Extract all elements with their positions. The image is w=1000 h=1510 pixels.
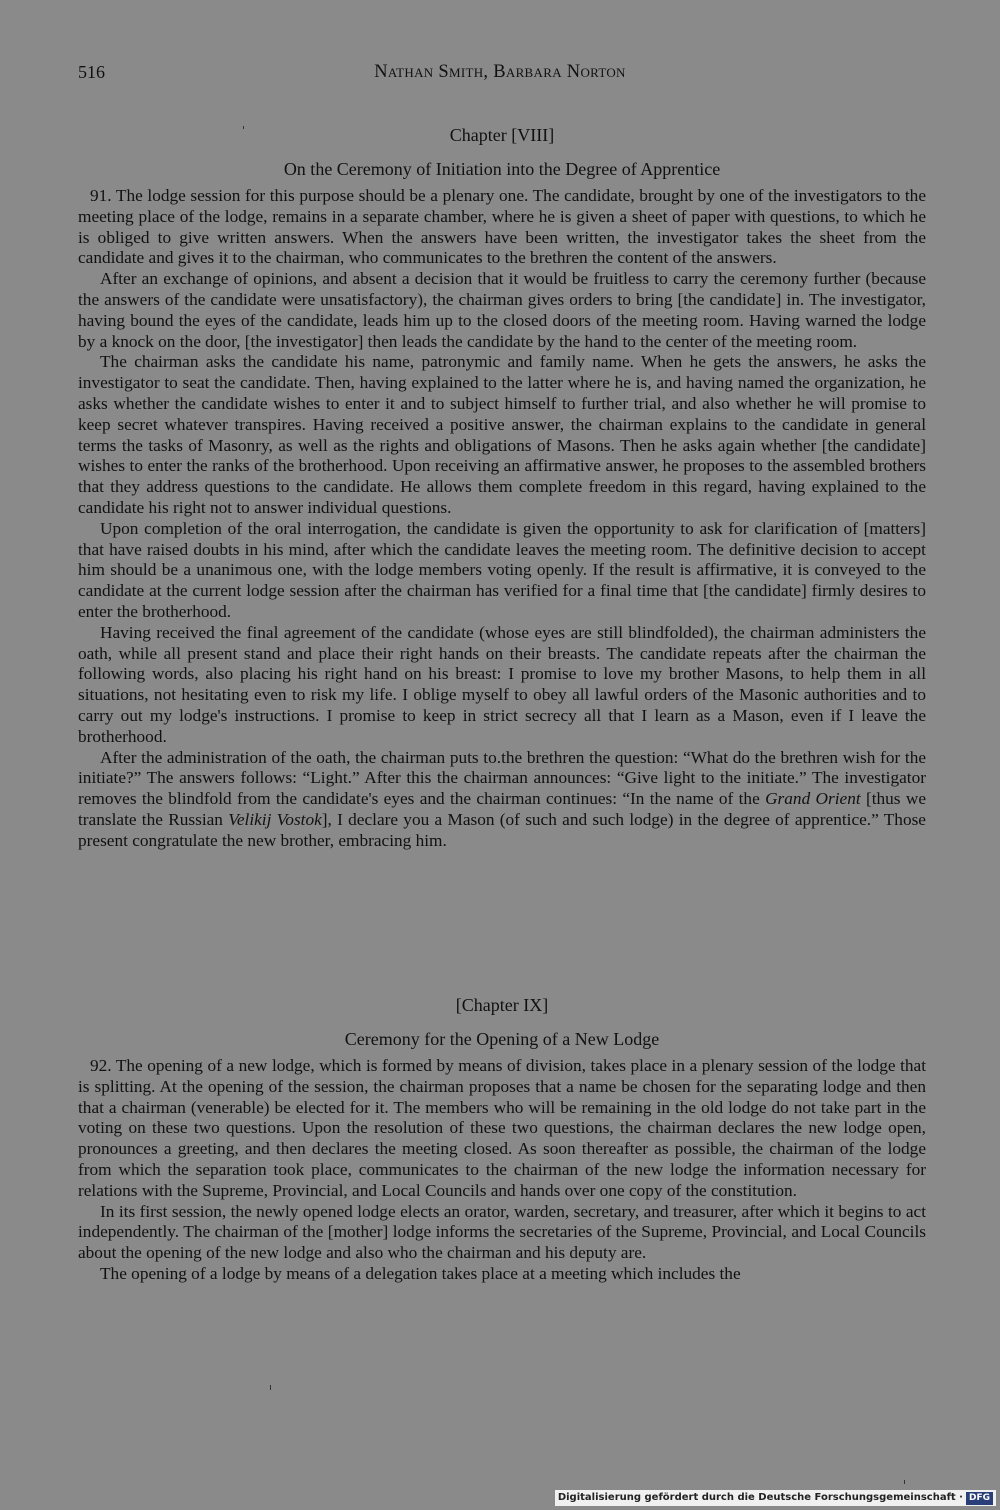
paragraph: Having received the final agreement of the candidate (whose eyes are still blindfolded), the chairman administers the oath, while all present stand and place their right hands on their breasts. The candidate repeats after the chairman the following words, also placing his right hand on his breast: I promise to love my brother Masons, to help them in all situations, not hesitating even to risk my life. I oblige myself to obey all lawful orders of the Masonic authorities and to carry out my lodge's instructions. I promise to keep in strict secrecy all that I learn as a Mason, even if I leave the brotherhood. [78, 622, 926, 746]
italic-term: Grand Orient [765, 789, 861, 809]
chapter-body [78, 1056, 926, 1285]
text-run: [thus we translate the Russian [78, 789, 927, 829]
chapter-9-section [78, 994, 926, 1285]
chapter-8-section [78, 124, 926, 852]
digitization-footer [555, 1490, 996, 1506]
scan-speck [243, 126, 244, 129]
paragraph: After an exchange of opinions, and absent a decision that it would be fruitless to carry the ceremony further (because the answers of the candidate were unsatisfactory), the chairman gives orders to bring [the candidate] in. The investigator, having bound the eyes of the candidate, leads him up to the closed doors of the meeting room. Having warned the lodge by a knock on the door, [the investigator] then leads the candidate by the hand to the center of the meeting room. [78, 269, 926, 351]
paragraph: 91. The lodge session for this purpose should be a plenary one. The candidate, brought by one of the investigators to the meeting place of the lodge, remains in a separate chamber, where he is given a sheet of paper with questions, to which he is obliged to give written answers. When the answers have been written, the investigator takes the sheet from the candidate and gives it to the chairman, who communicates to the brethren the content of the answers. [78, 186, 926, 268]
paragraph: In its first session, the newly opened lodge elects an orator, warden, secretary, and treasurer, after which it begins to act independently. The chairman of the [mother] lodge informs the secretaries of the Supreme, Provincial, and Local Councils about the opening of the new lodge and also who the chairman and his deputy are. [78, 1201, 926, 1263]
chapter-body [78, 186, 926, 852]
page-header [78, 62, 922, 90]
paragraph-oath-conclusion [78, 748, 926, 852]
text-run: After the administration of the oath, the chairman puts to.the brethren the question: “What do the brethren wish for the initiate?” The answers follows: “Light.” After this the chairman announces: “Give light to the initiate.” The investigator removes the blindfold from the candidate's eyes and the chairman continues: “In the name of the [78, 747, 926, 809]
paragraph: The chairman asks the candidate his name, patronymic and family name. When he gets the answers, he asks the investigator to seat the candidate. Then, having explained to the latter where he is, and having named the organization, he asks whether the candidate wishes to enter it and to subject himself to further trial, and also whether he will promise to keep secret whatever transpires. Having received a positive answer, the chairman explains to the candidate in general terms the tasks of Masonry, as well as the rights and obligations of Masons. Then he asks again whether [the candidate] wishes to enter the ranks of the brotherhood. Upon receiving an affirmative answer, he proposes to the assembled brothers that they address questions to the candidate. He allows them complete freedom in this regard, having explained to the candidate his right not to answer individual questions. [78, 352, 926, 517]
chapter-title: Chapter [VIII] [449, 125, 555, 145]
chapter-subtitle: On the Ceremony of Initiation into the Degree of Apprentice [283, 159, 721, 179]
italic-term: Velikij Vostok [228, 809, 322, 829]
chapter-subtitle: Ceremony for the Opening of a New Lodge [344, 1029, 660, 1049]
paragraph: Upon completion of the oral interrogation, the candidate is given the opportunity to ask for clarification of [matters] that have raised doubts in his mind, after which the candidate leaves the meeting room. The definitive decision to accept him should be a unanimous one, with the lodge members voting openly. If the result is affirmative, it is conveyed to the candidate at the current lodge session after the chairman has verified for a final time that [the candidate] firmly desires to enter the brotherhood. [78, 518, 926, 621]
running-head: Nathan Smith, Barbara Norton [374, 62, 626, 82]
paragraph: The opening of a lodge by means of a delegation takes place at a meeting which includes the [100, 1263, 741, 1283]
footer-text: Digitalisierung gefördert durch die Deutsche Forschungsgemeinschaft · [557, 1492, 963, 1503]
page-number: 516 [78, 62, 105, 82]
scan-speck [904, 1480, 905, 1484]
dfg-logo-icon: DFG [966, 1492, 993, 1505]
text-run: ], I declare you a Mason (of such and such lodge) in the degree of apprentice.” Those present congratulate the new brother, embracing him. [78, 809, 926, 850]
chapter-title: [Chapter IX] [455, 995, 549, 1015]
paragraph: 92. The opening of a new lodge, which is formed by means of division, takes place in a plenary session of the lodge that is splitting. At the opening of the session, the chairman proposes that a name be chosen for the separating lodge and then that a chairman (venerable) be elected for it. The members who will be remaining in the old lodge do not take part in the voting on these two questions. Upon the resolution of these two questions, the chairman declares the new lodge open, pronounces a greeting, and then declares the meeting closed. As soon thereafter as possible, the chairman of the lodge from which the separation took place, communicates to the chairman of the new lodge the information necessary for relations with the Supreme, Provincial, and Local Councils and hands over one copy of the constitution. [78, 1056, 926, 1200]
scan-speck [270, 1385, 271, 1390]
